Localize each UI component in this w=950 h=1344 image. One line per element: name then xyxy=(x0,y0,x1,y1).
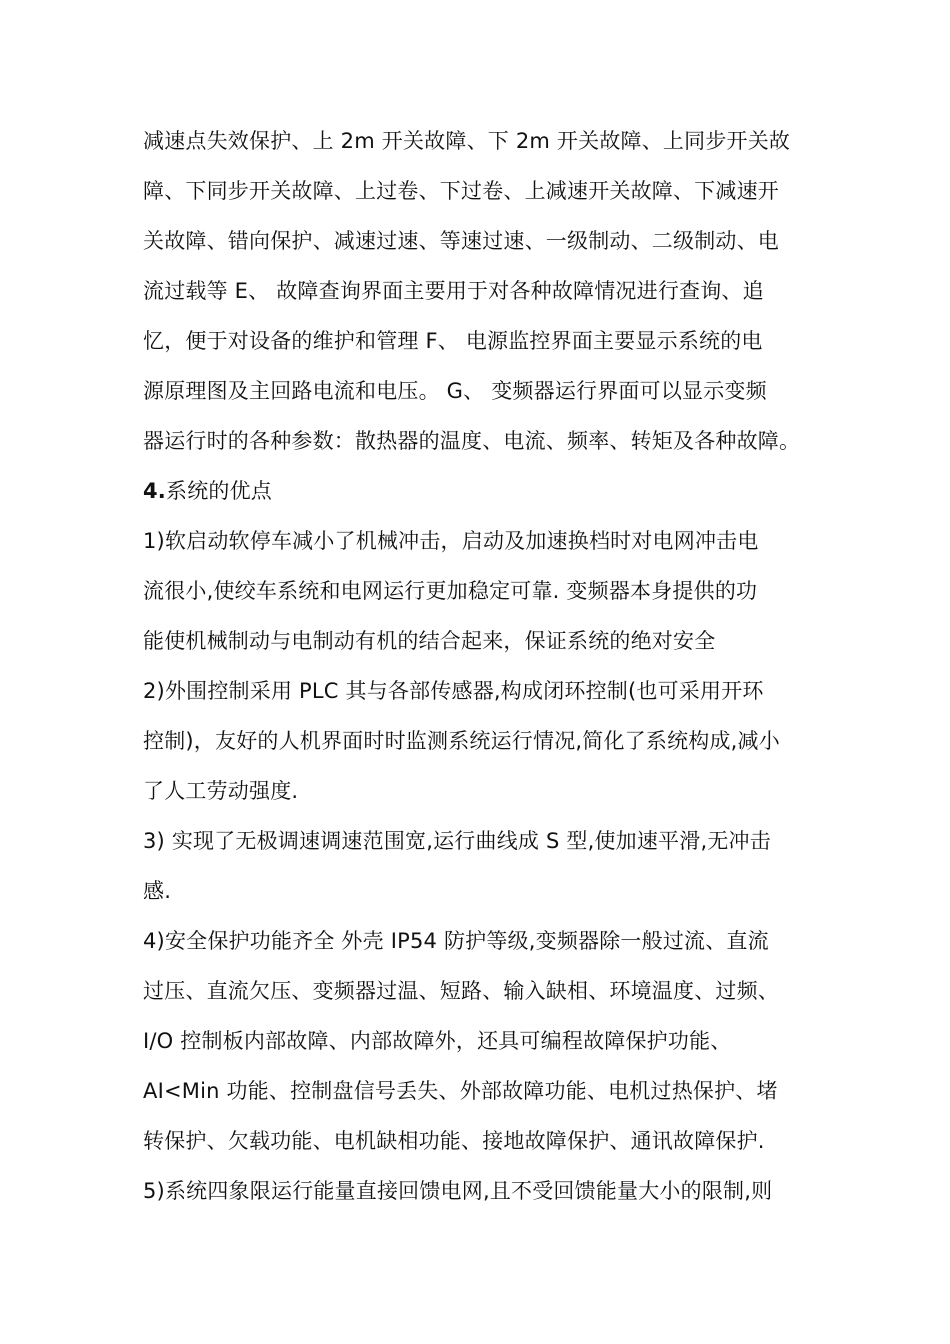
text-line: 关故障、错向保护、减速过速、等速过速、一级制动、二级制动、电 xyxy=(143,229,779,253)
section-heading-text: 系统的优点 xyxy=(166,479,272,503)
text-line: 5)系统四象限运行能量直接回馈电网,且不受回馈能量大小的限制,则 xyxy=(143,1179,773,1203)
text-line: 2)外围控制采用 PLC 其与各部传感器,构成闭环控制(也可采用开环 xyxy=(143,679,764,703)
section-heading xyxy=(143,466,808,516)
text-line: 了人工劳动强度. xyxy=(143,779,299,803)
text-line: 感. xyxy=(143,879,172,903)
text-line: I/O 控制板内部故障、内部故障外，还具可编程故障保护功能、 xyxy=(143,1029,732,1053)
document-body xyxy=(143,116,808,1216)
text-line: 4)安全保护功能齐全 外壳 IP54 防护等级,变频器除一般过流、直流 xyxy=(143,929,769,953)
text-line: 过压、直流欠压、变频器过温、短路、输入缺相、环境温度、过频、 xyxy=(143,979,779,1003)
text-line: 1)软启动软停车减小了机械冲击，启动及加速换档时对电网冲击电 xyxy=(143,529,759,553)
text-line: 器运行时的各种参数：散热器的温度、电流、频率、转矩及各种故障。 xyxy=(143,429,801,453)
text-line: 控制)，友好的人机界面时时监测系统运行情况,简化了系统构成,减小 xyxy=(143,729,780,753)
text-line: 能使机械制动与电制动有机的结合起来，保证系统的绝对安全 xyxy=(143,629,716,653)
section-heading-number: 4. xyxy=(143,479,166,503)
text-line: 3) 实现了无极调速调速范围宽,运行曲线成 S 型,使加速平滑,无冲击 xyxy=(143,829,771,853)
text-line: 忆，便于对设备的维护和管理 F、 电源监控界面主要显示系统的电 xyxy=(143,329,763,353)
text-line: AI<Min 功能、控制盘信号丢失、外部故障功能、电机过热保护、堵 xyxy=(143,1079,778,1103)
text-line: 转保护、欠载功能、电机缺相功能、接地故障保护、通讯故障保护. xyxy=(143,1129,765,1153)
text-line: 减速点失效保护、上 2m 开关故障、下 2m 开关故障、上同步开关故 xyxy=(143,129,791,153)
text-line: 流过载等 E、 故障查询界面主要用于对各种故障情况进行查询、追 xyxy=(143,279,764,303)
text-line: 源原理图及主回路电流和电压。 G、 变频器运行界面可以显示变频 xyxy=(143,379,767,403)
text-line: 障、下同步开关故障、上过卷、下过卷、上减速开关故障、下减速开 xyxy=(143,179,779,203)
text-line: 流很小,使绞车系统和电网运行更加稳定可靠. 变频器本身提供的功 xyxy=(143,579,758,603)
